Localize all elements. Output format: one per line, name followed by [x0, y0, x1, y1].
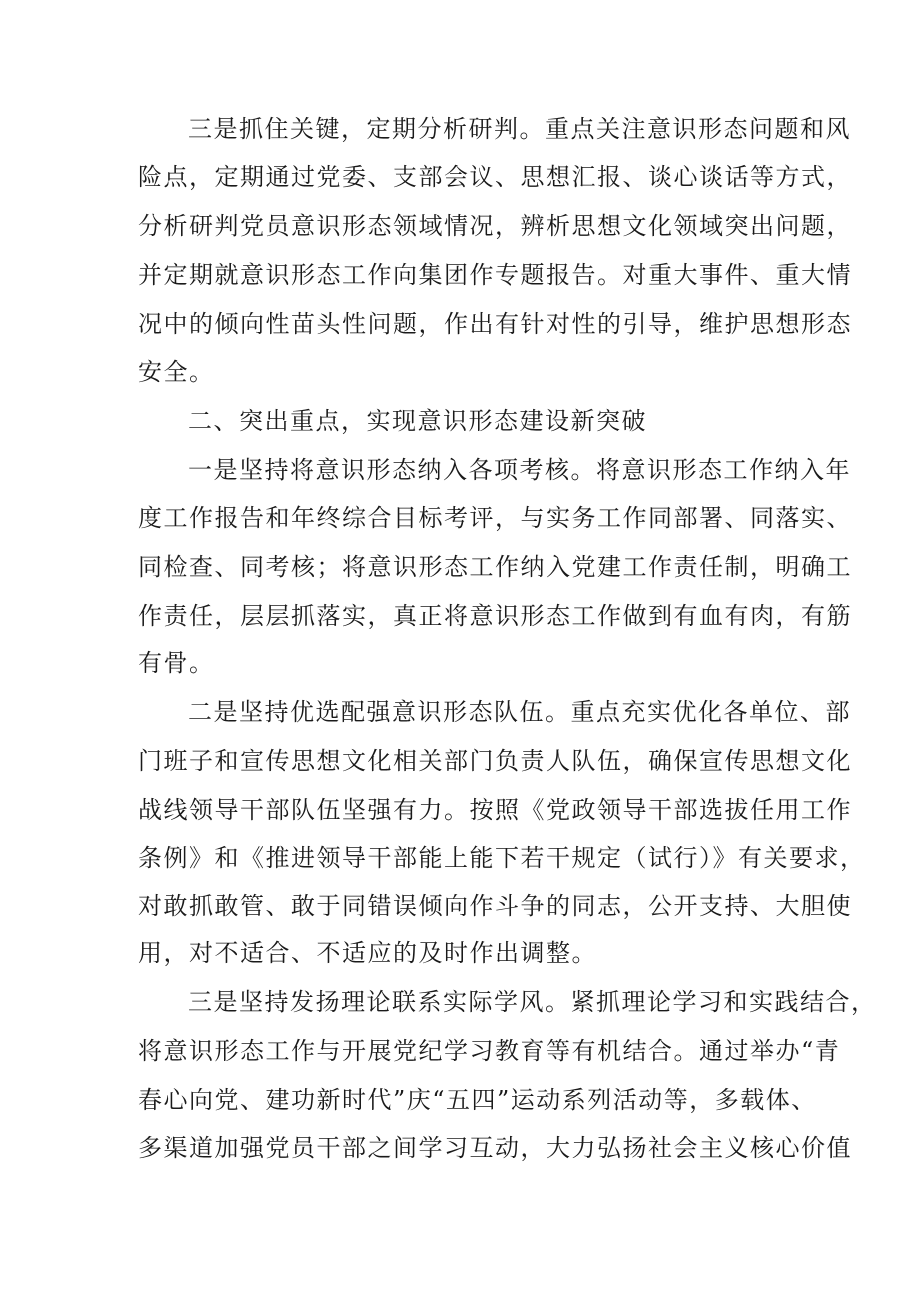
paragraph-2-line-4: 作责任，层层抓落实，真正将意识形态工作做到有血有肉，有筋 [138, 602, 852, 630]
paragraph-4-line-3: 春心向党、建功新时代”庆“五四”运动系列活动等，多载体、 [138, 1086, 817, 1114]
paragraph-3-line-3: 战线领导干部队伍坚强有力。按照《党政领导干部选拔任用工作 [138, 796, 852, 824]
paragraph-1-line-5: 况中的倾向性苗头性问题，作出有针对性的引导，维护思想形态 [138, 310, 852, 338]
paragraph-2-line-5: 有骨。 [138, 649, 215, 677]
paragraph-3-line-1: 二是坚持优选配强意识形态队伍。重点充实优化各单位、部 [188, 698, 851, 726]
paragraph-1-line-1: 三是抓住关键，定期分析研判。重点关注意识形态问题和风 [188, 115, 851, 143]
paragraph-4-line-4: 多渠道加强党员干部之间学习互动，大力弘扬社会主义核心价值 [138, 1134, 852, 1162]
paragraph-4-line-1: 三是坚持发扬理论联系实际学风。紧抓理论学习和实践结合， [188, 988, 877, 1016]
paragraph-2-line-2: 度工作报告和年终综合目标考评，与实务工作同部署、同落实、 [138, 504, 852, 532]
paragraph-1-line-3: 分析研判党员意识形态领域情况，辨析思想文化领域突出问题， [138, 212, 852, 240]
paragraph-2-line-1: 一是坚持将意识形态纳入各项考核。将意识形态工作纳入年 [188, 456, 851, 484]
paragraph-3-line-6: 用，对不适合、不适应的及时作出调整。 [138, 939, 597, 967]
paragraph-3-line-5: 对敢抓敢管、敢于同错误倾向作斗争的同志，公开支持、大胆使 [138, 892, 852, 920]
paragraph-4-line-2: 将意识形态工作与开展党纪学习教育等有机结合。通过举办“青 [138, 1037, 841, 1065]
paragraph-1-line-4: 并定期就意识形态工作向集团作专题报告。对重大事件、重大情 [138, 261, 852, 289]
paragraph-2-line-3: 同检查、同考核；将意识形态工作纳入党建工作责任制，明确工 [138, 553, 852, 581]
paragraph-3-line-4: 条例》和《推进领导干部能上能下若干规定（试行）》有关要求， [138, 844, 866, 872]
section-heading: 二、突出重点，实现意识形态建设新突破 [188, 407, 647, 435]
paragraph-3-line-2: 门班子和宣传思想文化相关部门负责人队伍，确保宣传思想文化 [138, 747, 852, 775]
paragraph-1-line-6: 安全。 [138, 358, 215, 386]
paragraph-1-line-2: 险点，定期通过党委、支部会议、思想汇报、谈心谈话等方式， [138, 163, 852, 191]
